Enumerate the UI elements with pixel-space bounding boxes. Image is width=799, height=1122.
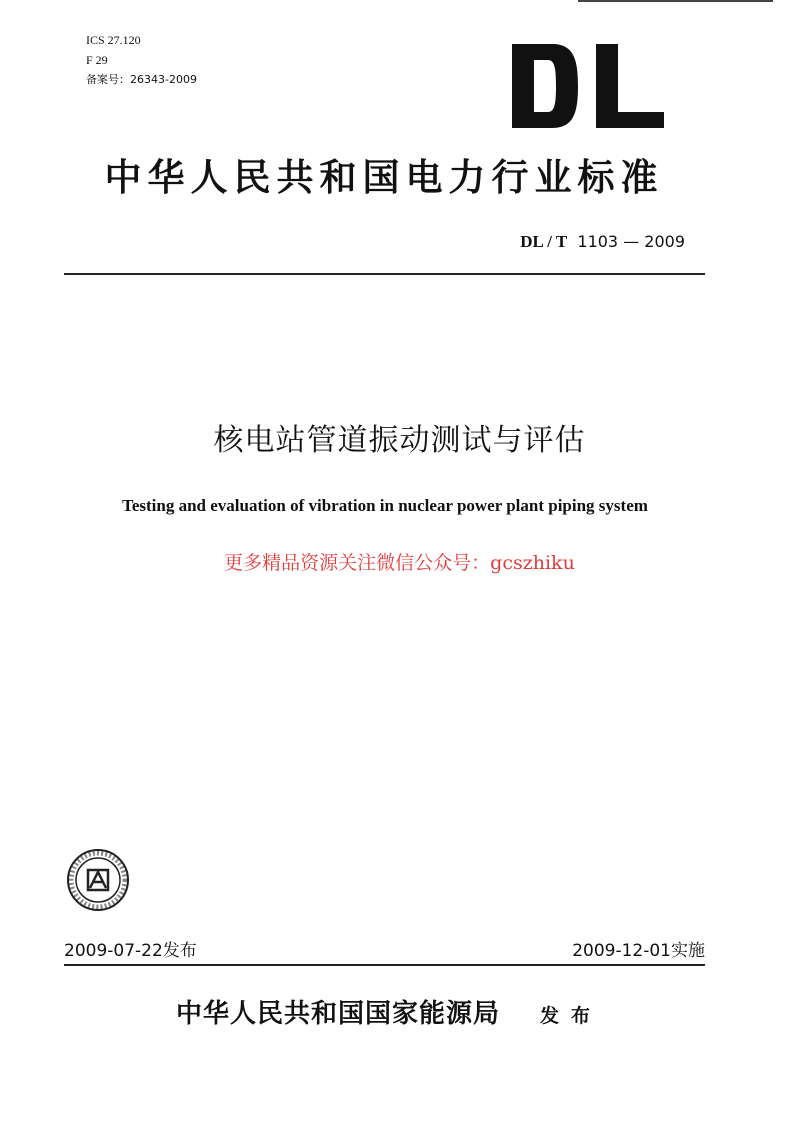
dl-logo [508, 40, 668, 132]
implement-date: 2009-12-01实施 [572, 941, 705, 961]
top-edge-line [578, 0, 773, 2]
document-title-cn: 核电站管道振动测试与评估 [213, 423, 586, 458]
issue-action-label: 发布 [540, 1005, 603, 1027]
standard-code: 1103 — 2009 [577, 232, 685, 251]
document-title-en: Testing and evaluation of vibration in nuclear power plant piping system [122, 496, 648, 515]
record-number: 备案号：26343-2009 [86, 73, 197, 86]
publish-date: 2009-07-22发布 [64, 941, 197, 961]
classification-code: F 29 [86, 53, 108, 67]
ics-code: ICS 27.120 [86, 33, 141, 47]
standard-prefix: DL / T [520, 232, 568, 251]
footer-rule [64, 964, 705, 966]
standard-number [520, 232, 685, 252]
national-standard-title: 中华人民共和国电力行业标准 [104, 156, 664, 199]
issuing-authority: 中华人民共和国国家能源局 [176, 999, 501, 1029]
header-rule [64, 273, 705, 275]
promo-watermark-text: 更多精品资源关注微信公众号：gcszhiku [224, 552, 575, 574]
publisher-seal-icon [66, 848, 130, 912]
